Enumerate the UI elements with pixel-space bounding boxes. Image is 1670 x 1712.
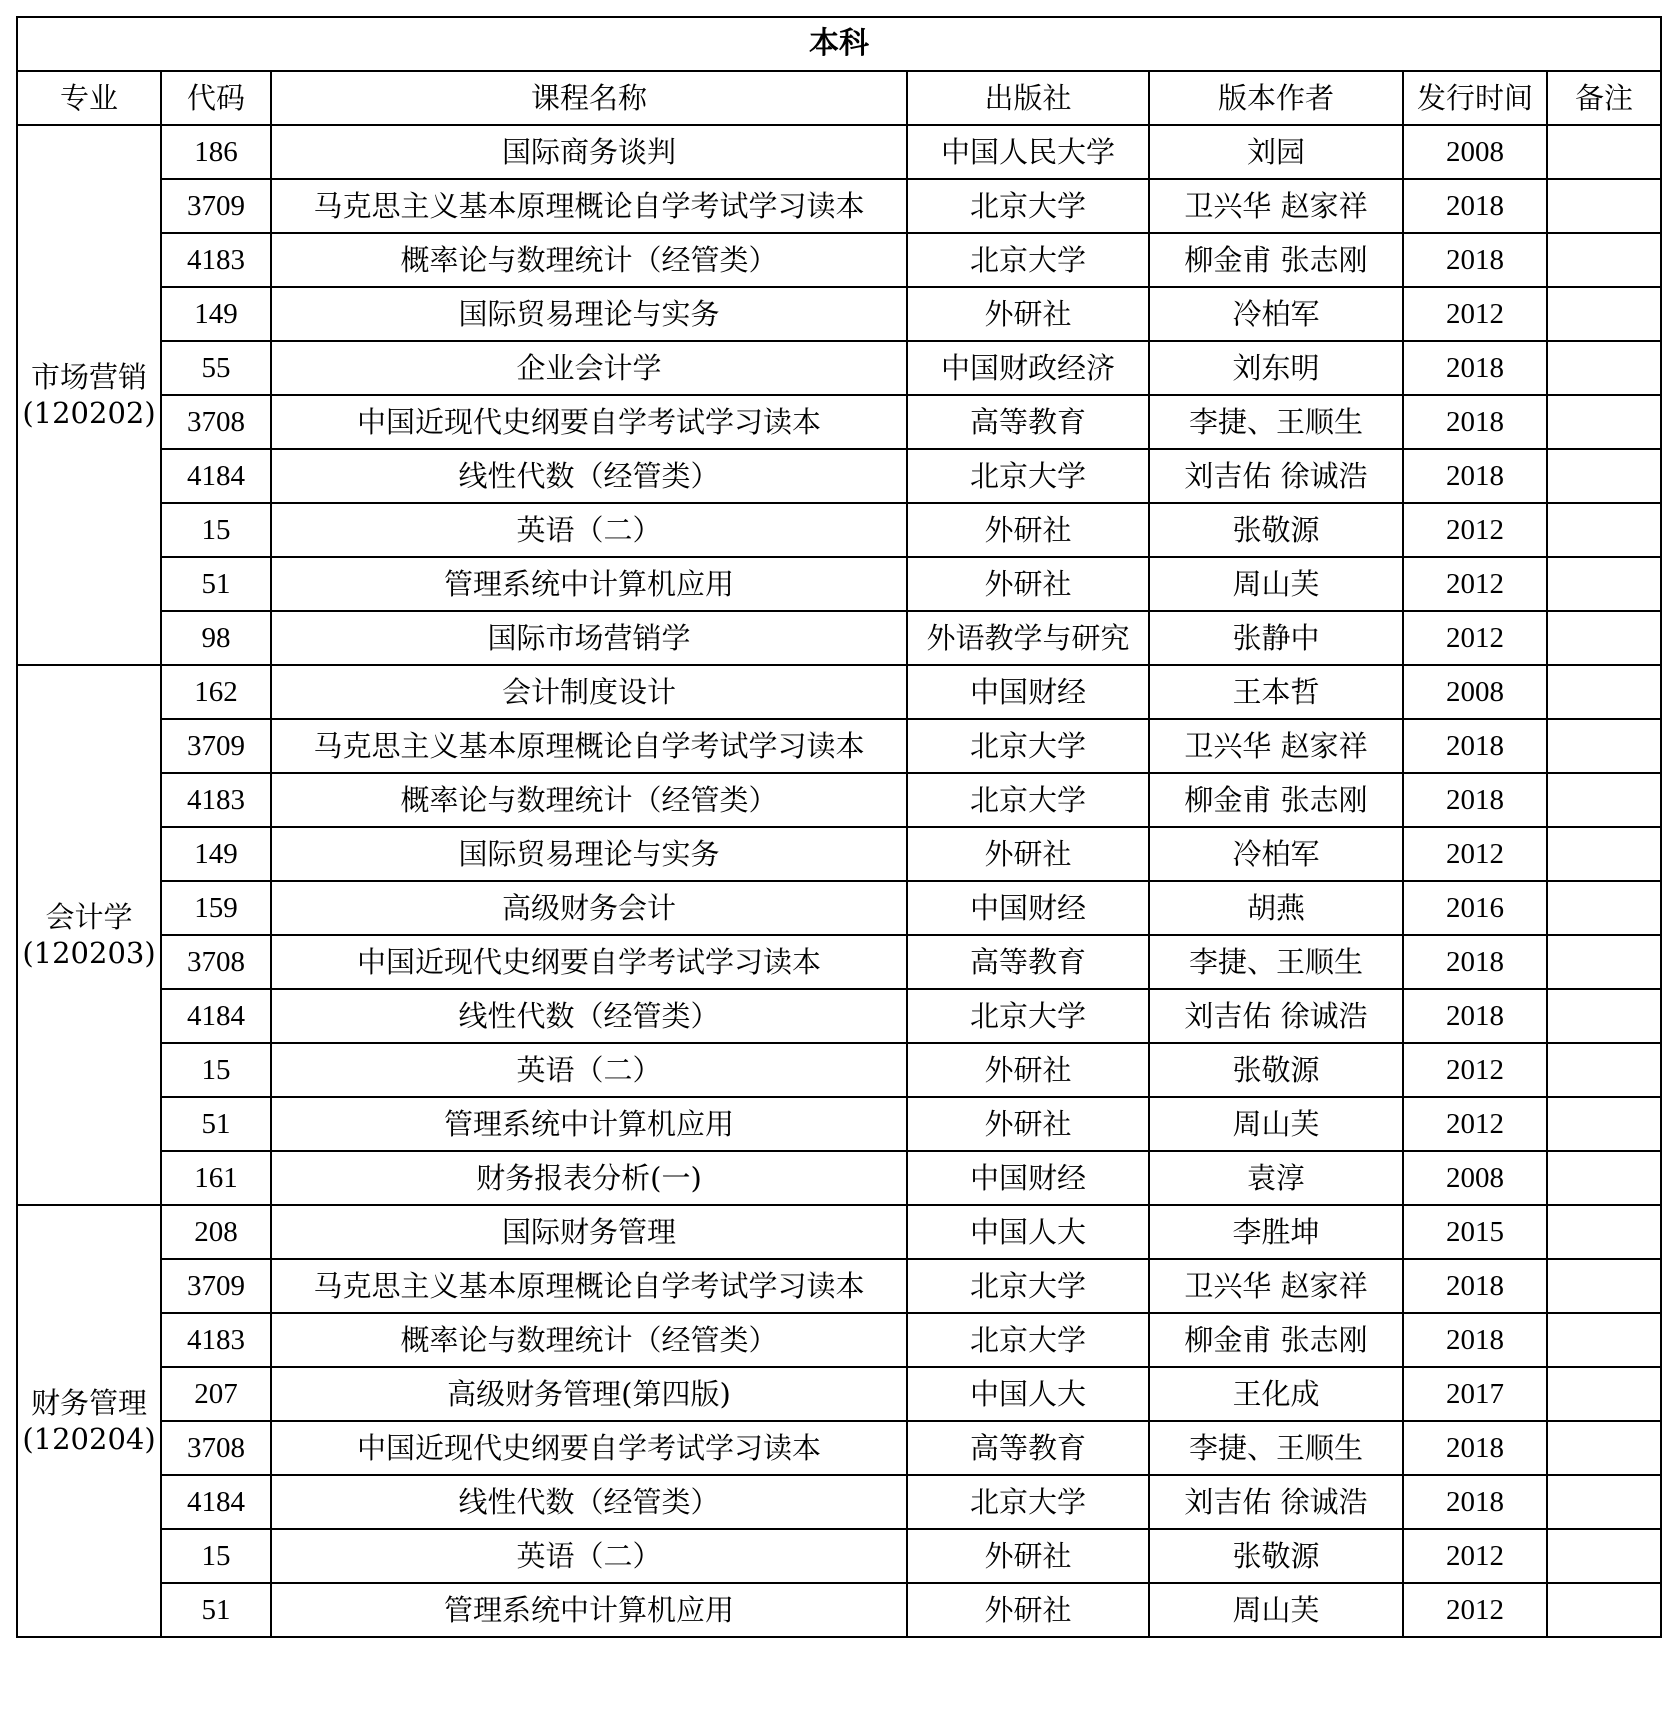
table-row [17, 773, 1661, 827]
major-cell [17, 665, 161, 1205]
table-row [17, 1151, 1661, 1205]
table-row [17, 989, 1661, 1043]
major-cell [17, 1205, 161, 1637]
cell-code: 4183 [161, 233, 271, 287]
cell-publisher: 外研社 [907, 1097, 1149, 1151]
cell-year: 2008 [1403, 125, 1547, 179]
cell-course: 英语（二） [271, 503, 907, 557]
cell-author: 周山芙 [1149, 557, 1403, 611]
cell-year: 2012 [1403, 557, 1547, 611]
cell-year: 2018 [1403, 989, 1547, 1043]
cell-year: 2018 [1403, 1259, 1547, 1313]
cell-publisher: 高等教育 [907, 935, 1149, 989]
cell-code: 3709 [161, 179, 271, 233]
course-table-container [16, 16, 1662, 1638]
table-row [17, 1583, 1661, 1637]
cell-year: 2008 [1403, 1151, 1547, 1205]
cell-course: 高级财务管理(第四版) [271, 1367, 907, 1421]
cell-course: 中国近现代史纲要自学考试学习读本 [271, 395, 907, 449]
cell-author: 卫兴华 赵家祥 [1149, 179, 1403, 233]
cell-note [1547, 449, 1661, 503]
cell-year: 2012 [1403, 1529, 1547, 1583]
cell-publisher: 外研社 [907, 1529, 1149, 1583]
cell-author: 柳金甫 张志刚 [1149, 233, 1403, 287]
cell-author: 张敬源 [1149, 1043, 1403, 1097]
cell-course: 英语（二） [271, 1529, 907, 1583]
table-row [17, 341, 1661, 395]
cell-author: 李捷、王顺生 [1149, 935, 1403, 989]
cell-course: 会计制度设计 [271, 665, 907, 719]
cell-course: 概率论与数理统计（经管类） [271, 1313, 907, 1367]
table-row [17, 1097, 1661, 1151]
cell-author: 柳金甫 张志刚 [1149, 773, 1403, 827]
cell-course: 财务报表分析(一) [271, 1151, 907, 1205]
cell-publisher: 中国财经 [907, 1151, 1149, 1205]
cell-note [1547, 1313, 1661, 1367]
cell-author: 张敬源 [1149, 1529, 1403, 1583]
cell-year: 2015 [1403, 1205, 1547, 1259]
table-row [17, 557, 1661, 611]
cell-publisher: 中国财政经济 [907, 341, 1149, 395]
header-note: 备注 [1547, 71, 1661, 125]
cell-year: 2018 [1403, 341, 1547, 395]
cell-code: 149 [161, 287, 271, 341]
major-name: 财务管理 [30, 1385, 147, 1420]
cell-author: 柳金甫 张志刚 [1149, 1313, 1403, 1367]
cell-code: 51 [161, 1583, 271, 1637]
cell-code: 161 [161, 1151, 271, 1205]
cell-publisher: 中国财经 [907, 881, 1149, 935]
cell-code: 149 [161, 827, 271, 881]
cell-year: 2018 [1403, 395, 1547, 449]
cell-course: 概率论与数理统计（经管类） [271, 773, 907, 827]
cell-course: 企业会计学 [271, 341, 907, 395]
cell-year: 2012 [1403, 503, 1547, 557]
cell-publisher: 中国人民大学 [907, 125, 1149, 179]
cell-code: 4183 [161, 1313, 271, 1367]
cell-publisher: 北京大学 [907, 179, 1149, 233]
major-code: (120202) [22, 396, 156, 430]
cell-note [1547, 233, 1661, 287]
cell-code: 55 [161, 341, 271, 395]
cell-year: 2008 [1403, 665, 1547, 719]
major-code: (120203) [22, 936, 156, 970]
table-row [17, 611, 1661, 665]
cell-course: 管理系统中计算机应用 [271, 1583, 907, 1637]
cell-publisher: 高等教育 [907, 395, 1149, 449]
major-name: 市场营销 [30, 359, 147, 394]
table-row [17, 287, 1661, 341]
table-row [17, 1475, 1661, 1529]
cell-code: 207 [161, 1367, 271, 1421]
table-row [17, 881, 1661, 935]
cell-author: 王本哲 [1149, 665, 1403, 719]
cell-year: 2012 [1403, 287, 1547, 341]
cell-code: 51 [161, 557, 271, 611]
cell-code: 3709 [161, 719, 271, 773]
table-row [17, 719, 1661, 773]
cell-course: 中国近现代史纲要自学考试学习读本 [271, 1421, 907, 1475]
cell-note [1547, 881, 1661, 935]
cell-note [1547, 1529, 1661, 1583]
cell-note [1547, 1097, 1661, 1151]
table-row [17, 1529, 1661, 1583]
cell-course: 马克思主义基本原理概论自学考试学习读本 [271, 1259, 907, 1313]
cell-note [1547, 935, 1661, 989]
cell-publisher: 外研社 [907, 1583, 1149, 1637]
cell-publisher: 北京大学 [907, 1475, 1149, 1529]
header-course: 课程名称 [271, 71, 907, 125]
cell-code: 15 [161, 1043, 271, 1097]
cell-course: 英语（二） [271, 1043, 907, 1097]
table-row [17, 665, 1661, 719]
cell-note [1547, 179, 1661, 233]
title-row [17, 17, 1661, 71]
cell-note [1547, 665, 1661, 719]
cell-course: 中国近现代史纲要自学考试学习读本 [271, 935, 907, 989]
cell-code: 4183 [161, 773, 271, 827]
cell-year: 2018 [1403, 1421, 1547, 1475]
cell-note [1547, 611, 1661, 665]
header-major: 专业 [17, 71, 161, 125]
cell-course: 线性代数（经管类） [271, 1475, 907, 1529]
cell-code: 159 [161, 881, 271, 935]
cell-year: 2012 [1403, 611, 1547, 665]
cell-code: 162 [161, 665, 271, 719]
cell-code: 3709 [161, 1259, 271, 1313]
cell-author: 卫兴华 赵家祥 [1149, 719, 1403, 773]
cell-course: 国际市场营销学 [271, 611, 907, 665]
cell-note [1547, 1421, 1661, 1475]
major-cell [17, 125, 161, 665]
cell-author: 刘东明 [1149, 341, 1403, 395]
cell-year: 2018 [1403, 935, 1547, 989]
cell-publisher: 中国人大 [907, 1367, 1149, 1421]
cell-course: 概率论与数理统计（经管类） [271, 233, 907, 287]
cell-author: 刘吉佑 徐诚浩 [1149, 449, 1403, 503]
cell-publisher: 中国人大 [907, 1205, 1149, 1259]
cell-year: 2018 [1403, 179, 1547, 233]
cell-note [1547, 503, 1661, 557]
cell-publisher: 北京大学 [907, 233, 1149, 287]
table-row [17, 1259, 1661, 1313]
table-row [17, 233, 1661, 287]
cell-code: 3708 [161, 935, 271, 989]
cell-publisher: 北京大学 [907, 773, 1149, 827]
cell-note [1547, 827, 1661, 881]
cell-publisher: 外研社 [907, 503, 1149, 557]
cell-author: 刘吉佑 徐诚浩 [1149, 989, 1403, 1043]
cell-year: 2012 [1403, 827, 1547, 881]
cell-course: 管理系统中计算机应用 [271, 557, 907, 611]
cell-publisher: 北京大学 [907, 1259, 1149, 1313]
table-row [17, 1205, 1661, 1259]
cell-publisher: 外研社 [907, 287, 1149, 341]
cell-code: 3708 [161, 395, 271, 449]
cell-author: 李胜坤 [1149, 1205, 1403, 1259]
cell-code: 4184 [161, 1475, 271, 1529]
table-row [17, 1313, 1661, 1367]
cell-author: 李捷、王顺生 [1149, 1421, 1403, 1475]
cell-author: 刘园 [1149, 125, 1403, 179]
cell-year: 2018 [1403, 233, 1547, 287]
cell-note [1547, 1583, 1661, 1637]
cell-author: 袁淳 [1149, 1151, 1403, 1205]
cell-note [1547, 341, 1661, 395]
cell-publisher: 北京大学 [907, 989, 1149, 1043]
table-row [17, 449, 1661, 503]
cell-publisher: 中国财经 [907, 665, 1149, 719]
cell-publisher: 外研社 [907, 827, 1149, 881]
cell-code: 15 [161, 503, 271, 557]
cell-code: 98 [161, 611, 271, 665]
table-title: 本科 [17, 17, 1661, 71]
cell-course: 国际贸易理论与实务 [271, 827, 907, 881]
cell-note [1547, 1475, 1661, 1529]
cell-note [1547, 1367, 1661, 1421]
cell-course: 国际贸易理论与实务 [271, 287, 907, 341]
cell-note [1547, 557, 1661, 611]
cell-note [1547, 1043, 1661, 1097]
table-row [17, 1367, 1661, 1421]
cell-course: 管理系统中计算机应用 [271, 1097, 907, 1151]
cell-publisher: 外研社 [907, 557, 1149, 611]
cell-note [1547, 287, 1661, 341]
cell-year: 2018 [1403, 719, 1547, 773]
cell-course: 马克思主义基本原理概论自学考试学习读本 [271, 719, 907, 773]
cell-course: 高级财务会计 [271, 881, 907, 935]
course-table [16, 16, 1662, 1638]
cell-note [1547, 395, 1661, 449]
cell-note [1547, 989, 1661, 1043]
cell-note [1547, 719, 1661, 773]
cell-year: 2012 [1403, 1097, 1547, 1151]
table-row [17, 1421, 1661, 1475]
cell-publisher: 北京大学 [907, 719, 1149, 773]
cell-code: 3708 [161, 1421, 271, 1475]
cell-code: 4184 [161, 989, 271, 1043]
cell-author: 胡燕 [1149, 881, 1403, 935]
cell-course: 线性代数（经管类） [271, 989, 907, 1043]
cell-author: 王化成 [1149, 1367, 1403, 1421]
cell-publisher: 北京大学 [907, 449, 1149, 503]
cell-course: 国际商务谈判 [271, 125, 907, 179]
major-code: (120204) [22, 1422, 156, 1456]
cell-year: 2018 [1403, 449, 1547, 503]
table-row [17, 395, 1661, 449]
cell-year: 2017 [1403, 1367, 1547, 1421]
cell-year: 2016 [1403, 881, 1547, 935]
cell-author: 张敬源 [1149, 503, 1403, 557]
cell-year: 2012 [1403, 1583, 1547, 1637]
header-year: 发行时间 [1403, 71, 1547, 125]
cell-note [1547, 1259, 1661, 1313]
header-code: 代码 [161, 71, 271, 125]
cell-publisher: 外语教学与研究 [907, 611, 1149, 665]
cell-course: 线性代数（经管类） [271, 449, 907, 503]
cell-note [1547, 1151, 1661, 1205]
header-publisher: 出版社 [907, 71, 1149, 125]
cell-author: 刘吉佑 徐诚浩 [1149, 1475, 1403, 1529]
cell-note [1547, 125, 1661, 179]
cell-code: 186 [161, 125, 271, 179]
cell-author: 冷柏军 [1149, 287, 1403, 341]
table-row [17, 1043, 1661, 1097]
cell-year: 2012 [1403, 1043, 1547, 1097]
cell-author: 卫兴华 赵家祥 [1149, 1259, 1403, 1313]
cell-author: 李捷、王顺生 [1149, 395, 1403, 449]
cell-note [1547, 773, 1661, 827]
table-row [17, 827, 1661, 881]
cell-year: 2018 [1403, 773, 1547, 827]
cell-code: 208 [161, 1205, 271, 1259]
cell-publisher: 高等教育 [907, 1421, 1149, 1475]
cell-code: 4184 [161, 449, 271, 503]
cell-author: 周山芙 [1149, 1583, 1403, 1637]
major-name: 会计学 [45, 899, 133, 934]
cell-code: 15 [161, 1529, 271, 1583]
cell-year: 2018 [1403, 1475, 1547, 1529]
table-row [17, 503, 1661, 557]
cell-author: 周山芙 [1149, 1097, 1403, 1151]
table-body [17, 17, 1661, 1637]
cell-note [1547, 1205, 1661, 1259]
table-row [17, 125, 1661, 179]
header-row [17, 71, 1661, 125]
cell-author: 冷柏军 [1149, 827, 1403, 881]
cell-course: 国际财务管理 [271, 1205, 907, 1259]
cell-code: 51 [161, 1097, 271, 1151]
header-author: 版本作者 [1149, 71, 1403, 125]
cell-course: 马克思主义基本原理概论自学考试学习读本 [271, 179, 907, 233]
table-row [17, 179, 1661, 233]
cell-year: 2018 [1403, 1313, 1547, 1367]
cell-author: 张静中 [1149, 611, 1403, 665]
cell-publisher: 北京大学 [907, 1313, 1149, 1367]
table-row [17, 935, 1661, 989]
cell-publisher: 外研社 [907, 1043, 1149, 1097]
